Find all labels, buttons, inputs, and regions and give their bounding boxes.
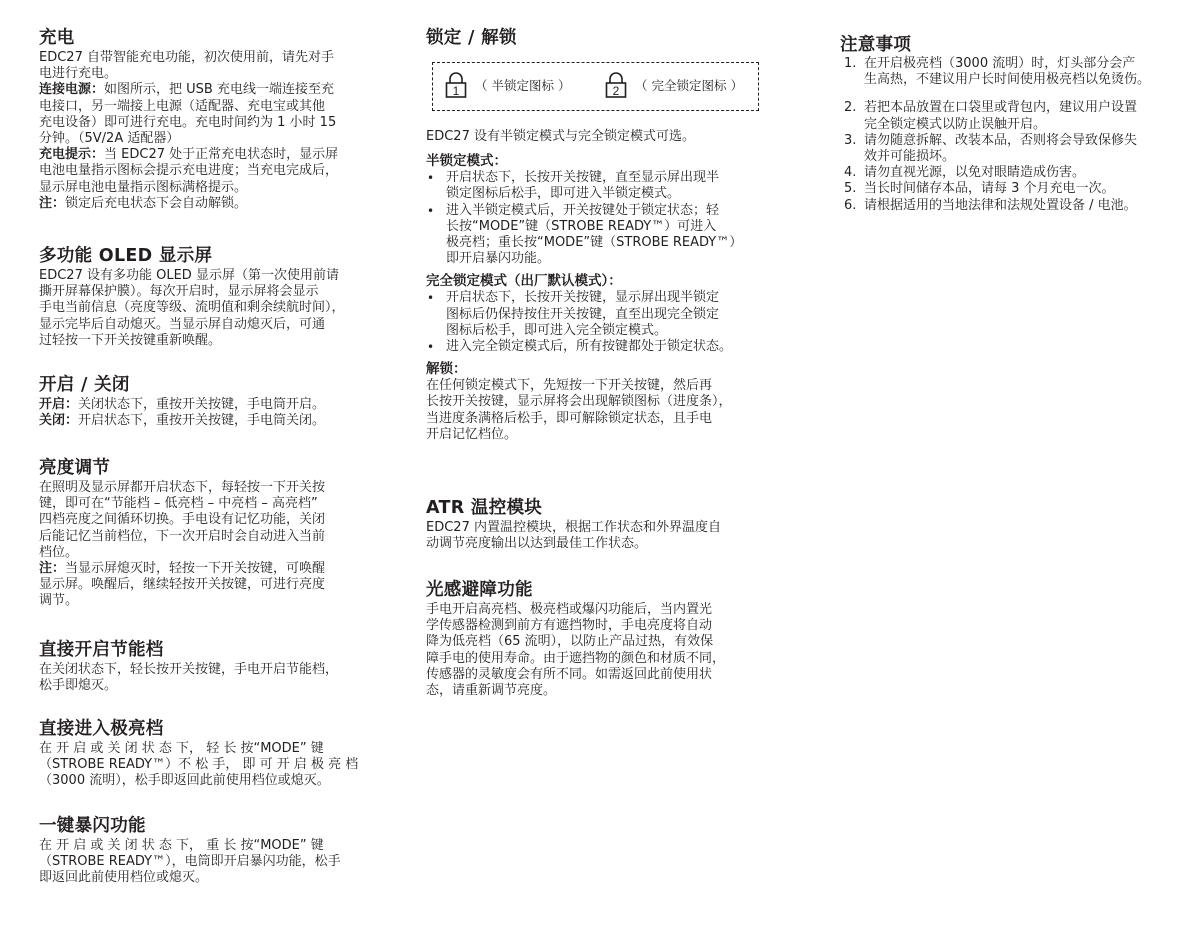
list-item [840,56,1185,88]
text-line: 在 开 启 或 关 闭 状 态 下， 轻 长 按“MODE” 键 [39,741,324,756]
text-line: 传感器的灵敏度会有所不同。如需返回此前使用状 [426,666,713,682]
brightness-section [39,457,379,610]
lock-intro: EDC27 设有半锁定模式与完全锁定模式可选。 [426,129,695,144]
bullet-icon: • [427,291,435,306]
lock-title: 锁定 / 解锁 [426,28,517,48]
text-line: 后能记忆当前档位，下一次开启时会自动进入当前 [39,528,326,544]
charge-hint-label: 充电提示： [39,147,105,163]
eco-title: 直接开启节能档 [39,640,164,660]
text-line: 即返回此前使用档位或熄灭。 [39,870,209,886]
text-line: 手电开启高亮档、极亮档或爆闪功能后，当内置光 [426,602,713,617]
text-line: 开启状态下，重按开关按键，手电筒关闭。 [78,413,326,429]
text-line: 开启状态下，长按开关按键，直至显示屏出现半 [446,170,720,186]
full-lock-icon [605,71,627,99]
half-lock-list [426,170,766,267]
onoff-title: 开启 / 关闭 [39,375,130,395]
text-line: 四档亮度之间循环切换。手电设有记忆功能，关闭 [39,512,326,528]
list-item [840,198,1185,214]
item-number: 4. [844,165,857,181]
onoff-text [39,397,379,429]
text-line: 过轻按一下开关按键重新唤醒。 [39,332,222,348]
unlock-title: 解锁： [426,361,467,378]
sensor-text [426,602,766,699]
text-line: 松手即熄灭。 [39,678,118,694]
sensor-title: 光感避障功能 [426,580,533,600]
item-number: 1. [844,56,857,71]
item-number: 3. [844,132,857,148]
text-line: 分钟。（5V/2A 适配器） [39,131,180,147]
notes-section [840,34,1185,214]
note-label: 注： [39,195,66,211]
text-line: 关闭状态下，重按开关按键，手电筒开启。 [78,397,326,412]
turbo-text [39,741,379,790]
text-line: 显示完毕后自动熄灭。当显示屏自动熄灭后，可通 [39,316,326,332]
note-label: 注： [39,561,66,577]
atr-section [426,497,766,552]
item-number: 5. [844,181,857,197]
text-line: 开启状态下，长按开关按键，显示屏出现半锁定 [446,290,720,306]
item-number: 6. [844,197,857,213]
text-line: 调节。 [39,593,79,609]
list-item [840,165,1185,181]
text-line: 电进行充电。 [39,66,118,82]
onoff-section [39,374,379,429]
list-item [426,339,766,355]
strobe-title: 一键暴闪功能 [39,816,146,836]
text-line: 锁定后充电状态下会自动解锁。 [65,195,248,211]
bullet-icon: • [427,171,435,186]
list-item [426,203,766,268]
text-line: （3000 流明），松手即返回此前使用档位或熄灭。 [39,773,330,789]
bullet-icon: • [427,203,435,218]
oled-title: 多功能 OLED 显示屏 [39,246,213,266]
text-line: 当 EDC27 处于正常充电状态时，显示屏 [104,147,339,163]
full-lock-list [426,290,766,355]
text-line: 长按开关按键，显示屏将会出现解锁图标（进度条）， [426,394,732,410]
list-item [840,133,1185,165]
text-line: 即开启暴闪功能。 [446,251,551,267]
turbo-title: 直接进入极亮档 [39,719,164,739]
full-lock-title: 完全锁定模式（出厂默认模式）： [426,273,622,290]
charging-title: 充电 [39,28,75,48]
lock-section [426,27,766,49]
off-label: 关闭： [39,413,79,429]
notes-title: 注意事项 [840,35,912,55]
text-line: 撕开屏幕保护膜）。每次开启时，显示屏将会显示 [39,284,319,300]
text-line: 图标后仍保持按住开关按键，直至出现完全锁定 [446,306,720,322]
unlock-text [426,378,766,443]
text-line: 动调节亮度输出以达到最佳工作状态。 [426,536,648,552]
text-line: 电池电量指示图标会提示充电进度；当充电完成后， [39,163,339,179]
text-line: 在任何锁定模式下，先短按一下开关按键，然后再 [426,378,713,394]
charging-text [39,50,379,212]
text-line: 档位。 [39,544,79,560]
list-item [426,290,766,339]
eco-text [39,662,379,694]
text-line: 进入半锁定模式后，开关按键处于锁定状态；轻 [446,202,720,218]
text-line: EDC27 内置温控模块，根据工作状态和外界温度自 [426,520,721,535]
list-item [426,170,766,202]
text-line: （STROBE READY™）不 松 手， 即 可 开 启 极 亮 档 [39,757,359,773]
oled-section [39,245,379,349]
atr-text [426,520,766,552]
sensor-section [426,579,766,699]
text-line: 在照明及显示屏都开启状态下，每轻按一下开关按 [39,480,326,495]
text-line: 请勿随意拆解、改装本品，否则将会导致保修失 [864,132,1138,148]
text-line: （STROBE READY™），电筒即开启暴闪功能，松手 [39,854,341,870]
text-line: 态，请重新调节亮度。 [426,683,557,699]
text-line: 当显示屏熄灭时，轻按一下开关按键，可唤醒 [65,561,326,577]
text-line: 请根据适用的当地法律和法规处置设备 / 电池。 [864,197,1137,213]
half-lock-number: 1 [452,84,460,98]
text-line: 当进度条满格后松手，即可解除锁定状态，且手电 [426,410,713,426]
strobe-section [39,815,379,887]
text-line: 开启记忆档位。 [426,426,518,442]
text-line: 请勿直视光源，以免对眼睛造成伤害。 [864,165,1086,181]
text-line: 效并可能损坏。 [864,149,956,165]
on-label: 开启： [39,397,79,412]
list-item [840,181,1185,197]
text-line: 键，即可在“节能档 – 低亮档 – 中亮档 – 高亮档” [39,496,318,512]
list-item [840,100,1185,132]
brightness-title: 亮度调节 [39,458,111,478]
half-lock-label: （ 半锁定图标 ） [475,78,571,93]
text-line: 锁定图标后松手，即可进入半锁定模式。 [446,186,681,202]
bullet-icon: • [427,340,435,355]
text-line: 完全锁定模式以防止误触开启。 [864,116,1047,132]
text-line: 在开启极亮档（3000 流明）时，灯头部分会产 [864,56,1136,71]
text-line: 极亮档；重长按“MODE”键（STROBE READY™） [446,235,743,251]
full-lock-item [605,71,743,99]
text-line: 手电当前信息（亮度等级、流明值和剩余续航时间）， [39,300,345,316]
text-line: 图标后松手，即可进入完全锁定模式。 [446,322,668,338]
text-line: 若把本品放置在口袋里或背包内，建议用户设置 [864,100,1138,116]
text-line: 学传感器检测到前方有遮挡物时，手电亮度将自动 [426,618,713,634]
text-line: 在关闭状态下，轻长按开关按键，手电开启节能档， [39,662,339,677]
charging-section [39,27,379,212]
text-line: EDC27 自带智能充电功能，初次使用前，请先对手 [39,50,334,65]
brightness-text [39,480,379,610]
text-line: 充电设备）即可进行充电。充电时间约为 1 小时 15 [39,114,337,130]
text-line: 降为低亮档（65 流明），以防止产品过热，有效保 [426,634,714,650]
text-line: 如图所示，把 USB 充电线一端连接至充 [104,82,334,98]
text-line: 显示屏。唤醒后，继续轻按开关按键，可进行亮度 [39,577,326,593]
full-lock-number: 2 [612,84,620,98]
atr-title: ATR 温控模块 [426,498,543,518]
oled-text [39,268,379,349]
lock-body [426,129,766,443]
text-line: 在 开 启 或 关 闭 状 态 下， 重 长 按“MODE” 键 [39,838,324,853]
half-lock-title: 半锁定模式： [426,153,507,170]
text-line: 障手电的使用寿命。由于遮挡物的颜色和材质不同， [426,650,726,666]
item-number: 2. [844,100,857,116]
text-line: 生高热，不建议用户长时间使用极亮档以免烫伤。 [864,72,1151,88]
full-lock-label: （ 完全锁定图标 ） [635,78,743,93]
text-line: 长按“MODE”键（STROBE READY™）可进入 [446,218,717,234]
text-line: EDC27 设有多功能 OLED 显示屏（第一次使用前请 [39,268,339,283]
strobe-text [39,838,379,887]
notes-list [840,56,1185,214]
connect-label: 连接电源： [39,82,105,98]
eco-section [39,639,379,694]
text-line: 当长时间储存本品，请每 3 个月充电一次。 [864,181,1115,197]
turbo-section [39,718,379,790]
half-lock-icon [445,71,467,99]
text-line: 电接口，另一端接上电源（适配器、充电宝或其他 [39,98,326,114]
lock-icons-box [432,62,759,111]
half-lock-item [445,71,570,99]
text-line: 进入完全锁定模式后，所有按键都处于锁定状态。 [446,339,733,355]
text-line: 显示屏电池电量指示图标满格提示。 [39,179,248,195]
